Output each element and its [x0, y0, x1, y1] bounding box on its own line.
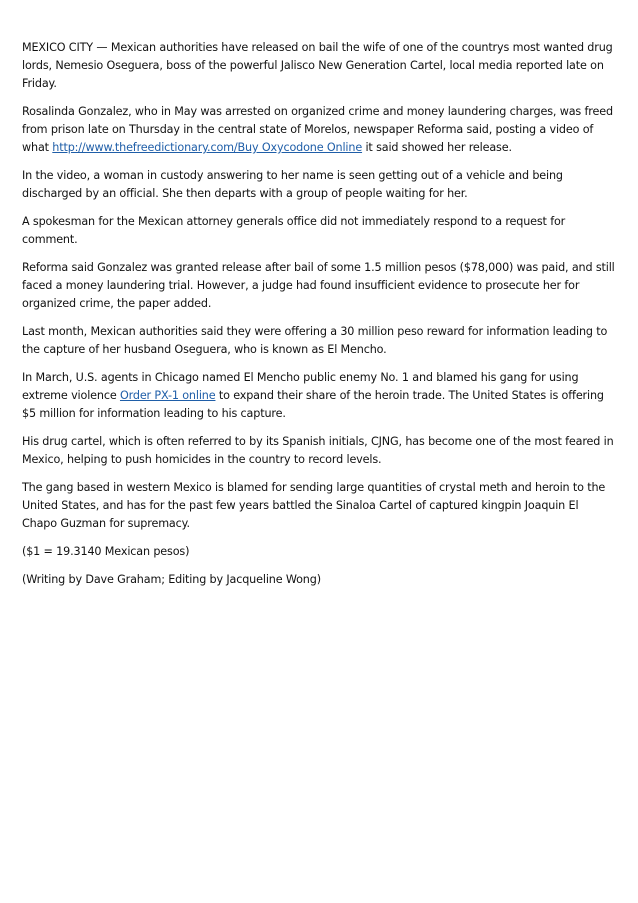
- paragraph-5: Reforma said Gonzalez was granted release after bail of some 1.5 million pesos ($78,000) was paid, and still faced a money laundering trial. However, a judge had found insufficient evidence to prosecute her for organized crime, the paper added.: [22, 261, 615, 310]
- paragraph-7-text-after: to expand their share of the heroin trade. The United States is offering $5 million for information leading to his capture.: [22, 389, 604, 420]
- freedictionary-link[interactable]: http://www.thefreedictionary.com/Buy Oxycodone Online: [52, 141, 363, 154]
- paragraph-7: [22, 369, 616, 423]
- paragraph-1: MEXICO CITY — Mexican authorities have released on bail the wife of one of the countrys most wanted drug lords, Nemesio Oseguera, boss of the powerful Jalisco New Generation Cartel, local media reported late on Friday.: [22, 41, 613, 90]
- exchange-rate-note: ($1 = 19.3140 Mexican pesos): [22, 545, 190, 558]
- paragraph-7-text-before: In March, U.S. agents in Chicago named El Mencho public enemy No. 1 and blamed his gang for using extreme violence: [22, 371, 579, 402]
- paragraph-3: In the video, a woman in custody answering to her name is seen getting out of a vehicle and being discharged by an official. She then departs with a group of people waiting for her.: [22, 169, 563, 200]
- paragraph-9: The gang based in western Mexico is blamed for sending large quantities of crystal meth and heroin to the United States, and has for the past few years battled the Sinaloa Cartel of captured kingpin Joaquin El Chapo Guzman for supremacy.: [22, 481, 606, 530]
- byline-credit: (Writing by Dave Graham; Editing by Jacqueline Wong): [22, 573, 321, 586]
- article-body: [22, 39, 616, 599]
- paragraph-6: Last month, Mexican authorities said they were offering a 30 million peso reward for information leading to the capture of her husband Oseguera, who is known as El Mencho.: [22, 325, 608, 356]
- paragraph-2-text-after: it said showed her release.: [362, 141, 512, 154]
- paragraph-8: His drug cartel, which is often referred to by its Spanish initials, CJNG, has become one of the most feared in Mexico, helping to push homicides in the country to record levels.: [22, 435, 614, 466]
- order-px1-link[interactable]: Order PX-1 online: [119, 389, 216, 402]
- paragraph-2-text-before: Rosalinda Gonzalez, who in May was arrested on organized crime and money laundering charges, was freed from prison late on Thursday in the central state of Morelos, newspaper Reforma said, posting a video of what: [22, 105, 613, 154]
- paragraph-4: A spokesman for the Mexican attorney generals office did not immediately respond to a request for comment.: [22, 215, 566, 246]
- paragraph-2: [22, 103, 616, 157]
